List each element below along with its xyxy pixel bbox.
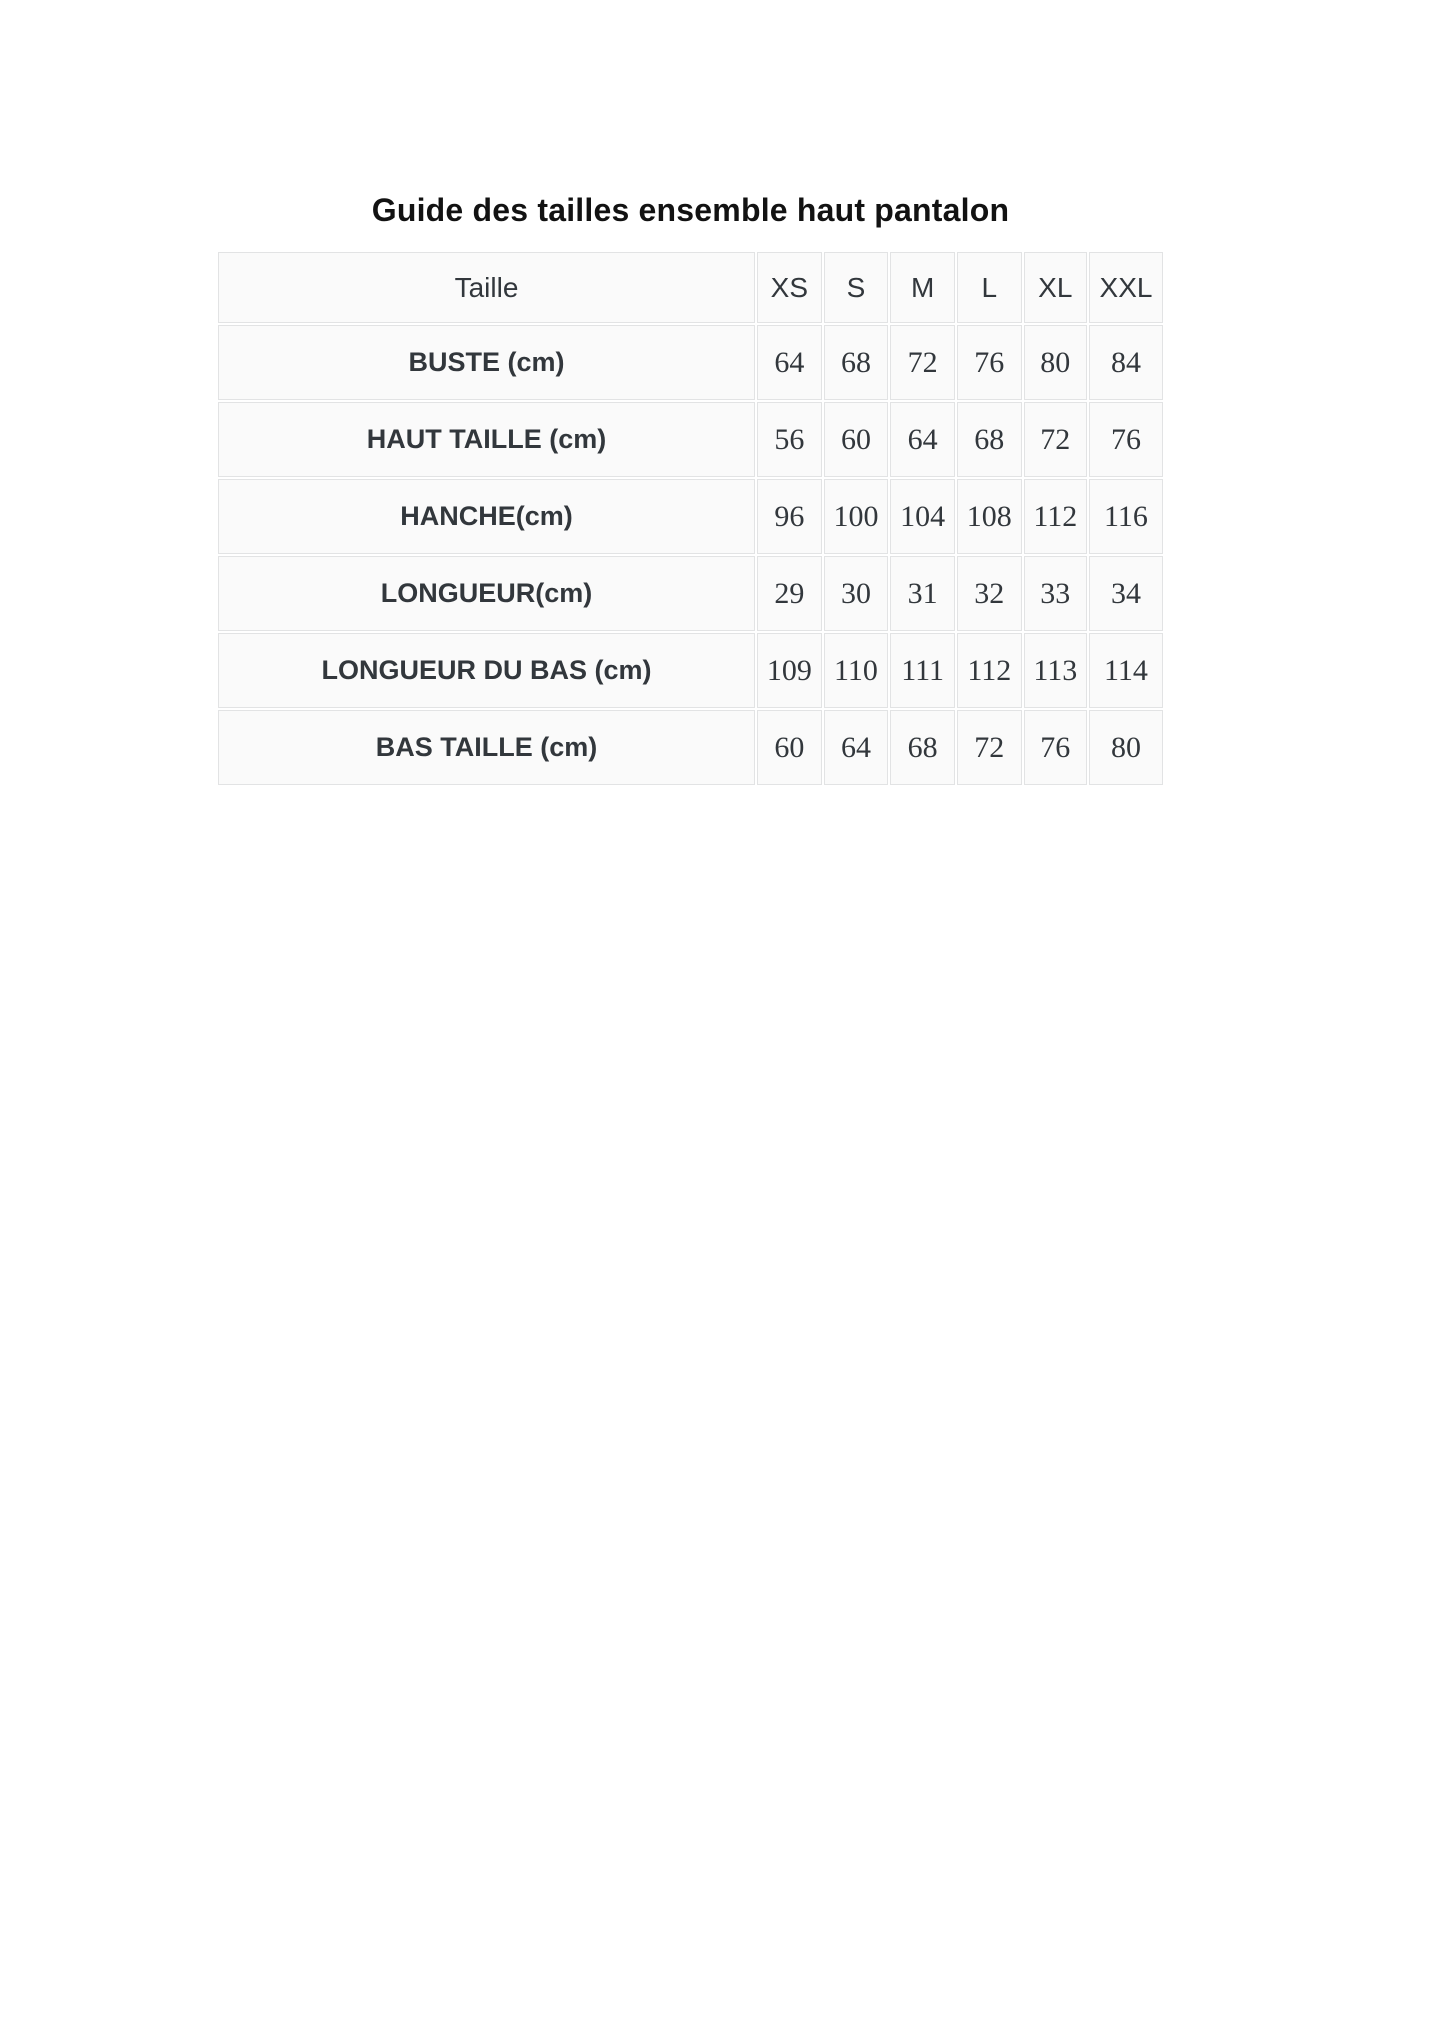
column-header-taille: Taille [218,252,755,323]
table-header-row [218,252,1163,323]
row-label: BUSTE (cm) [218,325,755,400]
size-value-cell: 108 [957,479,1022,554]
size-value-cell: 31 [890,556,955,631]
size-value-cell: 114 [1089,633,1163,708]
size-value-cell: 84 [1089,325,1163,400]
table-row [218,633,1163,708]
column-header-size: XS [757,252,822,323]
size-value-cell: 110 [824,633,889,708]
size-value-cell: 96 [757,479,822,554]
row-label: HANCHE(cm) [218,479,755,554]
table-row [218,325,1163,400]
row-label: LONGUEUR(cm) [218,556,755,631]
size-guide-table [216,250,1165,787]
row-label: HAUT TAILLE (cm) [218,402,755,477]
size-value-cell: 72 [890,325,955,400]
size-value-cell: 64 [824,710,889,785]
column-header-size: M [890,252,955,323]
page-title: Guide des tailles ensemble haut pantalon [371,192,1010,228]
size-guide-section [216,190,1165,787]
size-value-cell: 100 [824,479,889,554]
size-value-cell: 72 [1024,402,1087,477]
size-value-cell: 76 [1089,402,1163,477]
size-value-cell: 64 [890,402,955,477]
table-row [218,402,1163,477]
size-value-cell: 68 [890,710,955,785]
size-value-cell: 33 [1024,556,1087,631]
size-value-cell: 76 [957,325,1022,400]
size-value-cell: 64 [757,325,822,400]
size-value-cell: 80 [1024,325,1087,400]
size-value-cell: 112 [957,633,1022,708]
size-value-cell: 80 [1089,710,1163,785]
size-value-cell: 72 [957,710,1022,785]
size-value-cell: 68 [957,402,1022,477]
size-value-cell: 76 [1024,710,1087,785]
table-head [218,252,1163,323]
column-header-size: XXL [1089,252,1163,323]
size-value-cell: 32 [957,556,1022,631]
column-header-size: L [957,252,1022,323]
size-value-cell: 29 [757,556,822,631]
size-value-cell: 104 [890,479,955,554]
table-body [218,325,1163,785]
size-value-cell: 111 [890,633,955,708]
size-value-cell: 112 [1024,479,1087,554]
size-value-cell: 56 [757,402,822,477]
size-value-cell: 60 [824,402,889,477]
table-row [218,556,1163,631]
size-value-cell: 113 [1024,633,1087,708]
column-header-size: XL [1024,252,1087,323]
size-value-cell: 116 [1089,479,1163,554]
table-row [218,710,1163,785]
column-header-size: S [824,252,889,323]
table-row [218,479,1163,554]
row-label: LONGUEUR DU BAS (cm) [218,633,755,708]
size-value-cell: 34 [1089,556,1163,631]
size-value-cell: 68 [824,325,889,400]
size-value-cell: 60 [757,710,822,785]
row-label: BAS TAILLE (cm) [218,710,755,785]
size-value-cell: 30 [824,556,889,631]
size-value-cell: 109 [757,633,822,708]
